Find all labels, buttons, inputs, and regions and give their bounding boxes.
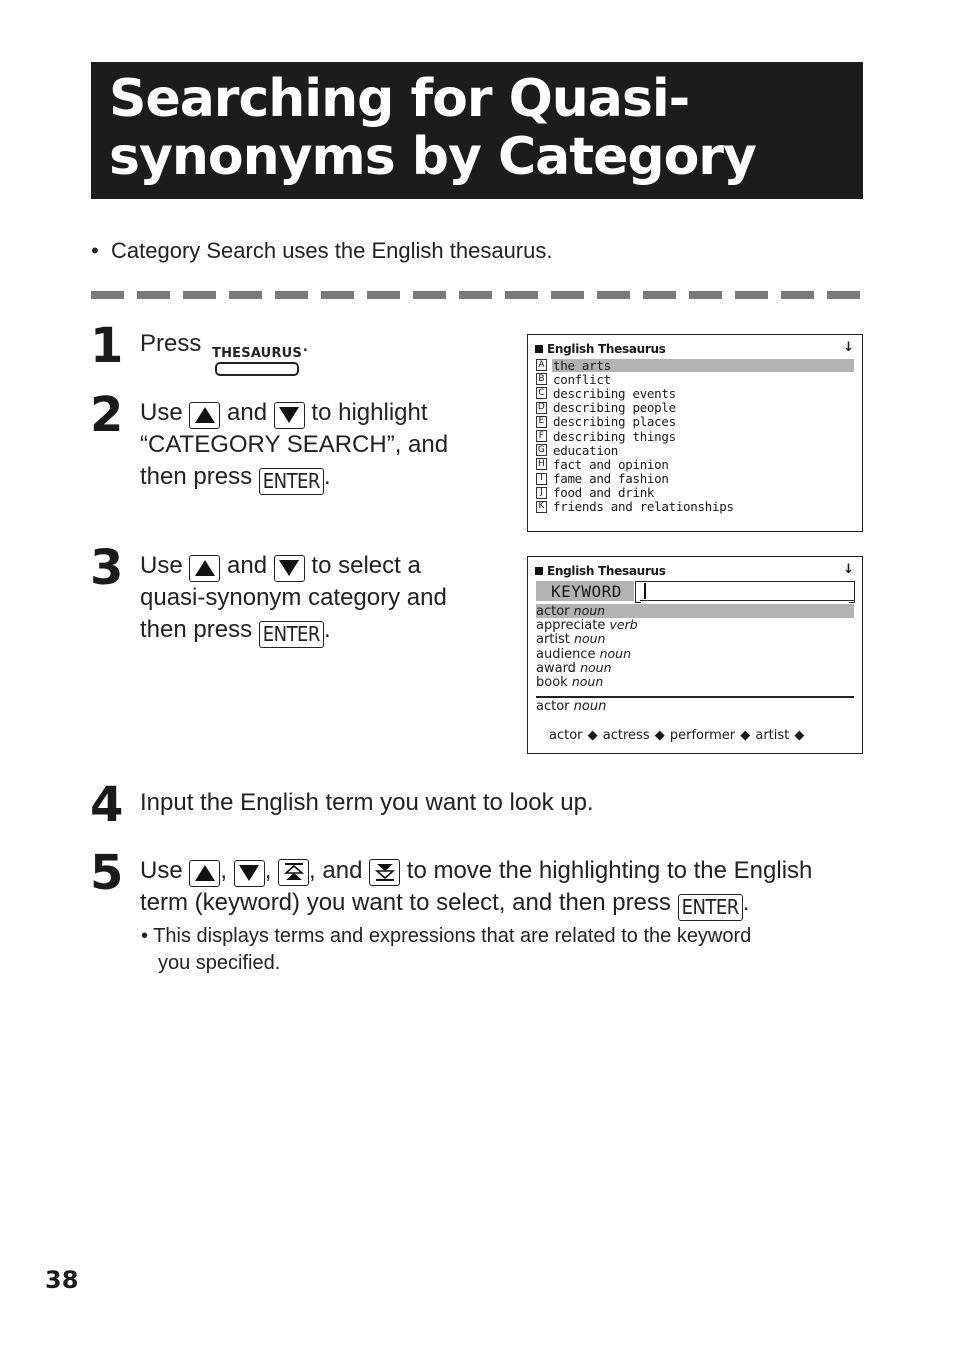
keyword-item[interactable] (536, 632, 854, 646)
keyword-item[interactable] (536, 618, 854, 632)
keyword-result-list (536, 604, 854, 689)
scroll-down-icon: ↓ (843, 340, 854, 355)
step-3-then-press: then press (140, 616, 253, 643)
synonym-line: actor ◆ actress ◆ performer ◆ artist ◆ (549, 728, 805, 743)
keyword-word: book (536, 674, 568, 690)
enter-key: ENTER (259, 468, 324, 495)
category-item[interactable] (536, 401, 854, 415)
category-letter: G (537, 444, 546, 455)
category-letter: J (536, 487, 547, 499)
keyword-pos: noun (599, 645, 632, 661)
category-label: the arts (552, 359, 854, 372)
category-label: education (553, 442, 619, 458)
selected-keyword-pos: noun (573, 699, 607, 714)
square-icon (535, 567, 543, 575)
down-arrow-key-icon (274, 555, 305, 582)
category-item[interactable] (536, 472, 854, 486)
page-down-key-icon (369, 859, 400, 886)
scroll-down-icon: ↓ (843, 562, 854, 577)
step-number-1: 1 (90, 318, 124, 374)
category-label: describing places (553, 414, 676, 430)
step-2-and: and (227, 399, 268, 426)
step-number-2: 2 (90, 387, 124, 443)
category-letter: C (536, 387, 547, 399)
up-arrow-key-icon (189, 555, 220, 582)
page-title-banner (91, 62, 863, 199)
category-list-screen (527, 334, 863, 532)
step-1-text (140, 328, 309, 376)
keyword-item[interactable] (536, 604, 854, 618)
screen-2-header-text: English Thesaurus (547, 564, 666, 578)
keyword-item[interactable] (536, 675, 854, 689)
enter-key: ENTER (259, 621, 324, 648)
keyword-word: appreciate (536, 618, 606, 634)
square-icon (535, 345, 543, 353)
keyword-pos: noun (580, 659, 612, 675)
keyword-pos: verb (609, 617, 638, 633)
category-label: conflict (553, 371, 611, 387)
down-arrow-key-icon (274, 402, 305, 429)
enter-key: ENTER (678, 894, 743, 921)
category-item[interactable] (536, 386, 854, 400)
category-label: describing people (553, 400, 676, 416)
step-1-press: Press (140, 330, 202, 357)
intro-text: Category Search uses the English thesaurus. (111, 238, 553, 263)
step-3-category: quasi-synonym category and (140, 584, 447, 611)
step-5-move: to move the highlighting to the English (406, 857, 813, 884)
up-arrow-key-icon (189, 402, 220, 429)
thesaurus-key-label: THESAURUS (212, 346, 302, 361)
category-letter: I (536, 473, 547, 485)
step-5-text (140, 855, 860, 921)
step-5-period: . (742, 889, 750, 916)
step-5-term: term (keyword) you want to select, and then press (140, 889, 671, 916)
screen-1-header (535, 342, 666, 356)
category-item[interactable] (536, 358, 854, 372)
page-title-line-2: synonyms by Category (109, 127, 756, 187)
keyword-pos: noun (574, 631, 606, 647)
keyword-word: artist (536, 632, 570, 648)
category-letter: D (537, 402, 546, 413)
category-letter: F (536, 430, 547, 442)
step-5-note (141, 923, 861, 977)
page-up-key-icon (278, 859, 309, 886)
up-arrow-key-icon (189, 860, 220, 887)
keyword-input-bar (536, 581, 854, 601)
category-item[interactable] (536, 457, 854, 471)
screen-1-header-text: English Thesaurus (547, 342, 666, 356)
step-3-select: to select a (311, 552, 421, 579)
selected-keyword (536, 699, 606, 714)
bullet-icon: • (91, 238, 99, 263)
selected-keyword-word: actor (536, 699, 570, 714)
step-3-text (140, 550, 500, 648)
keyword-screen (527, 556, 863, 754)
keyword-word: actor (536, 604, 570, 619)
text-cursor (644, 583, 646, 599)
category-letter: E (536, 416, 547, 428)
keyword-pos: noun (573, 603, 606, 618)
category-label: fame and fashion (553, 471, 669, 487)
step-5-note-line-2: you specified. (158, 952, 281, 974)
thesaurus-key-icon (215, 362, 299, 376)
step-3-period: . (323, 616, 331, 643)
step-4-text: Input the English term you want to look up. (140, 789, 594, 816)
step-2-text (140, 397, 500, 495)
category-item[interactable] (536, 500, 854, 514)
page-title-line-1: Searching for Quasi- (109, 69, 690, 129)
step-2-then-press: then press (140, 463, 253, 490)
category-item[interactable] (536, 486, 854, 500)
keyword-pos: noun (571, 673, 604, 689)
step-2-highlight: to highlight (311, 399, 428, 426)
down-arrow-key-icon (234, 860, 265, 887)
keyword-label: KEYWORD (536, 581, 634, 601)
keyword-item[interactable] (536, 661, 854, 675)
step-3-use: Use (140, 552, 183, 579)
intro-note (91, 238, 552, 264)
category-item[interactable] (536, 372, 854, 386)
section-divider (91, 291, 863, 299)
bullet-icon: • (141, 925, 149, 947)
step-number-3: 3 (90, 540, 124, 596)
category-letter: B (536, 373, 547, 385)
step-number-4: 4 (90, 777, 124, 833)
step-1-period: . (301, 330, 309, 357)
keyword-word: award (536, 660, 576, 676)
keyword-item[interactable] (536, 647, 854, 661)
thesaurus-key (212, 347, 302, 376)
category-letter: H (536, 458, 547, 470)
page-number: 38 (45, 1266, 79, 1294)
category-item[interactable] (536, 429, 854, 443)
step-3-and: and (227, 552, 268, 579)
category-letter: K (536, 501, 547, 513)
step-5-use: Use (140, 857, 183, 884)
category-label: describing things (553, 428, 676, 444)
category-item[interactable] (536, 415, 854, 429)
category-list (536, 358, 854, 514)
category-letter: A (536, 359, 547, 371)
category-item[interactable] (536, 443, 854, 457)
keyword-word: audience (536, 646, 596, 662)
step-2-period: . (323, 463, 331, 490)
category-label: fact and opinion (553, 456, 669, 472)
step-5-comma-2: , (264, 857, 272, 884)
category-label: food and drink (553, 485, 655, 501)
step-5-note-line-1: This displays terms and expressions that are related to the keyword (153, 925, 752, 947)
step-2-use: Use (140, 399, 183, 426)
step-5-and: , and (309, 857, 363, 884)
step-number-5: 5 (90, 845, 124, 901)
screen-2-header (535, 564, 666, 578)
keyword-input (640, 581, 854, 601)
category-label: friends and relationships (553, 499, 734, 515)
page-title (109, 70, 845, 186)
screen-divider (536, 696, 854, 698)
category-label: describing events (553, 385, 676, 401)
step-5-comma-1: , (220, 857, 228, 884)
step-2-category-search: “CATEGORY SEARCH”, and (140, 431, 449, 458)
